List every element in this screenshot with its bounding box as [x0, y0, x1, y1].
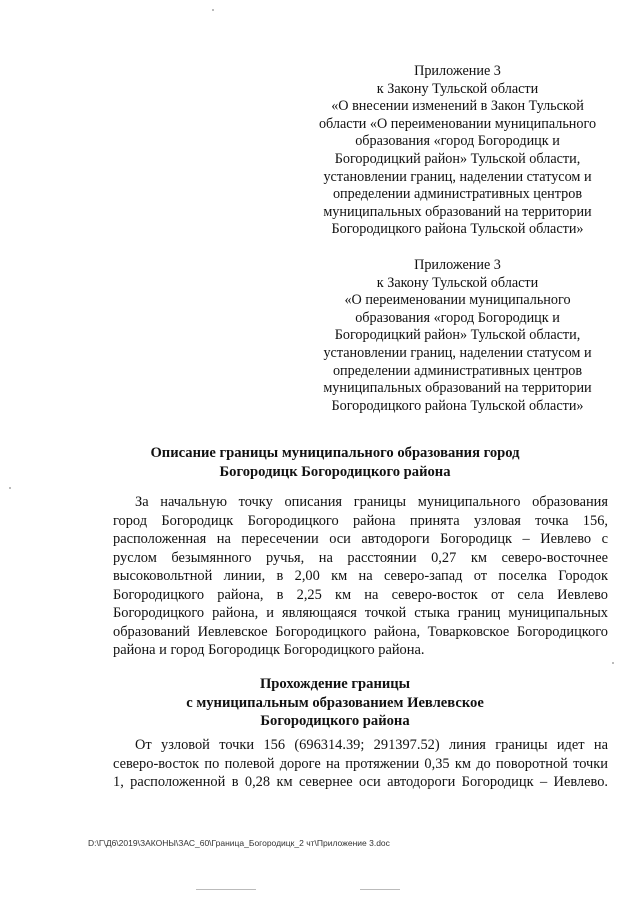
title-line: Описание границы муниципального образования город [150, 445, 520, 461]
paragraph-line: 1, расположенной в 0,28 км севернее оси автодороги Богородицк – Иевлево. [113, 774, 608, 790]
annex-line: Богородицкого района Тульской области» [331, 397, 584, 414]
annex-line: области «О переименовании муниципального [318, 115, 597, 132]
paragraph-line: Богородицкого района, в 2,25 км на северо-восток от села Иевлево [113, 586, 608, 603]
annex-line: муниципальных образований на территории [323, 380, 592, 397]
scan-speck [212, 9, 214, 11]
annex-current-block [300, 63, 615, 239]
scan-speck [9, 487, 11, 489]
scan-speck [360, 889, 400, 890]
section-heading-line: Прохождение границы [259, 676, 411, 692]
annex-line: Богородицкого района Тульской области» [331, 221, 584, 238]
paragraph-line: город Богородицк Богородицкого района принята узловая точка 156, [113, 512, 608, 529]
annex-line: определении административных центров [332, 186, 583, 203]
section-heading-line: с муниципальным образованием Иевлевское [186, 694, 484, 711]
paragraph-line: За начальную точку описания границы муниципального образования [135, 494, 608, 510]
annex-line: Приложение 3 [414, 63, 501, 79]
paragraph-line: образований Иевлевское Богородицкого района, Товарковское Богородицкого [113, 623, 608, 640]
document-title [100, 444, 570, 481]
paragraph-line: высоковольтной линии, в 2,00 км на северо-запад от поселка Городок [113, 568, 608, 584]
annex-line: муниципальных образований на территории [323, 203, 592, 220]
annex-line: установлении границ, наделении статусом и [323, 168, 592, 185]
scan-speck [196, 889, 256, 890]
section-heading [100, 675, 570, 731]
annex-line: к Закону Тульской области [376, 274, 539, 291]
annex-line: Богородицкий район» Тульской области, [334, 327, 581, 344]
paragraph-line: расположенная на пересечении оси автодороги Богородицк – Иевлево с [113, 531, 608, 547]
paragraph-line: руслом безымянного ручья, на расстоянии 0,27 км северо-восточнее [113, 549, 608, 566]
scan-speck [612, 662, 614, 664]
annex-line: Приложение 3 [414, 257, 501, 273]
annex-line: установлении границ, наделении статусом и [323, 344, 592, 361]
annex-line: Богородицкий район» Тульской области, [334, 150, 581, 167]
section-heading-line: Богородицкого района [260, 713, 410, 729]
starting-point-paragraph [113, 493, 608, 660]
annex-original-block [300, 257, 615, 415]
annex-line: «О переименовании муниципального [344, 292, 571, 309]
paragraph-line: северо-восток по полевой дороге на протяжении 0,35 км до поворотной точки [113, 755, 608, 772]
paragraph-line: Богородицкого района, и являющаяся точкой стыка границ муниципальных [113, 605, 608, 621]
annex-line: к Закону Тульской области [376, 80, 539, 97]
annex-line: «О внесении изменений в Закон Тульской [331, 98, 584, 115]
paragraph-line: района и город Богородицк Богородицкого района. [113, 642, 425, 658]
paragraph-line: От узловой точки 156 (696314.39; 291397.52) линия границы идет на [135, 737, 608, 753]
title-line: Богородицк Богородицкого района [219, 463, 451, 480]
file-path-footer: D:\Г\Д6\2019\ЗАКОНЫ\ЗАС_60\Граница_Богородицк_2 чт\Приложение 3.doc [88, 838, 390, 848]
annex-line: образования «город Богородицк и [355, 309, 560, 326]
annex-line: определении административных центров [332, 362, 583, 379]
boundary-paragraph [113, 736, 608, 792]
annex-line: образования «город Богородицк и [355, 133, 560, 150]
